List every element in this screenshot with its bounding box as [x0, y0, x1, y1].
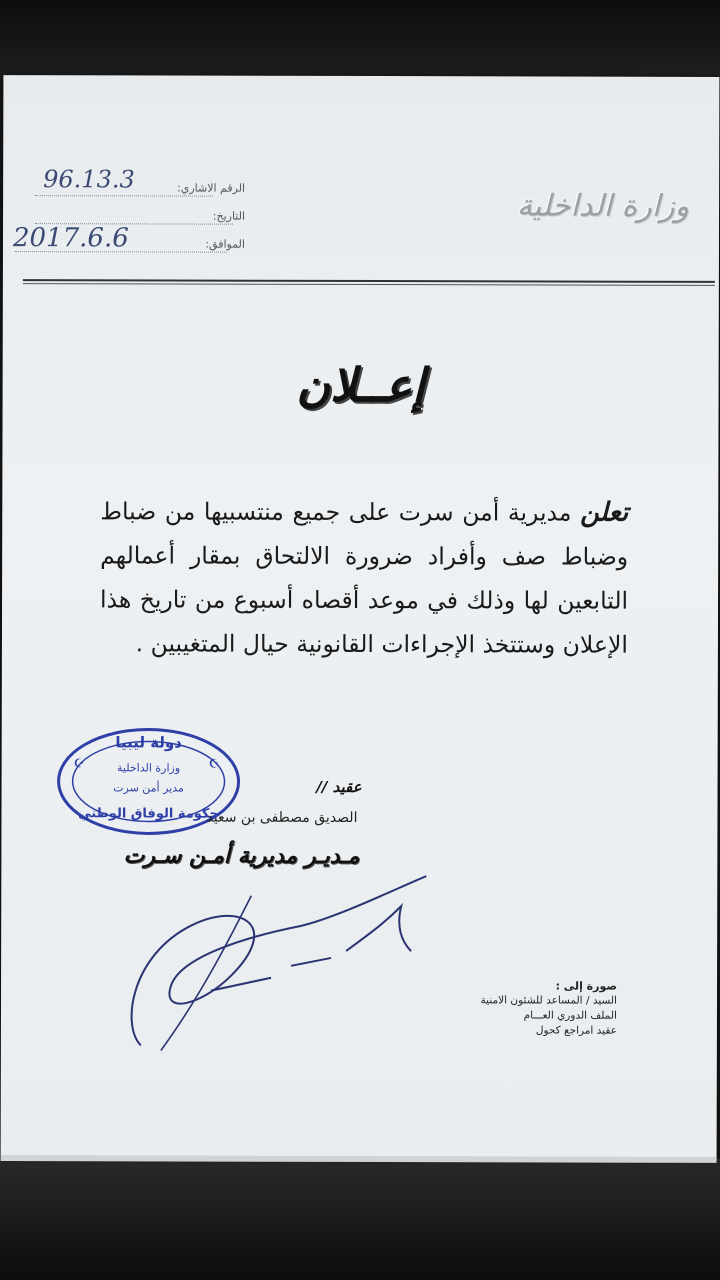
announcement-title: إعــلان [296, 357, 425, 413]
cc-title: صورة إلى : [555, 979, 618, 993]
ref-number-line [35, 195, 213, 196]
cc-item: السيد / المساعد للشئون الامنية [480, 994, 618, 1007]
ref-number-value: 96.13.3 [43, 165, 135, 194]
date-label: التاريخ: [212, 209, 246, 223]
cc-list [480, 978, 617, 1038]
header-rule [23, 279, 715, 283]
equiv-date-value: 2017.6.6 [12, 223, 129, 254]
cc-item: الملف الدوري العـــام [523, 1009, 617, 1022]
header-rule-thin [23, 283, 715, 286]
stamp-crescent-icon: ☪ [73, 756, 85, 771]
stamp-text-country: دولة ليبيا [115, 733, 183, 752]
background-bottom [0, 1158, 720, 1280]
signatory-name: الصديق مصطفى بن سعيد [206, 809, 358, 826]
body-lead-word: تعلن [580, 497, 629, 528]
body-text: مديرية أمن سرت على جميع منتسبيها من ضباط وضباط صف وأفراد ضرورة الالتحاق بمقار أعمالهم التابعين لها وذلك في موعد أقصاه أسبوع من تاريخ هذا الإعلان وستتخذ الإجراءات القانونية حيال المتغيبين . [100, 497, 629, 659]
signatory-rank: عقيد // [316, 777, 362, 797]
ministry-logo: وزارة الداخلية [516, 188, 690, 224]
ref-number-label: الرقم الاشاري: [177, 181, 246, 195]
stamp-text-office: مدير أمن سرت [113, 781, 184, 795]
stamp-text-government: حكومة الوفاق الوطني [78, 806, 219, 822]
cc-item: عقيد امراجع كحول [535, 1024, 617, 1037]
background-top [0, 0, 720, 80]
equiv-date-label: الموافق: [205, 237, 245, 251]
signatory-role: مـديـر مديرية أمـن سـرت [123, 843, 360, 869]
document-page [1, 75, 720, 1161]
stamp-crescent-icon: ☪ [208, 756, 220, 771]
handwritten-signature [101, 865, 441, 1056]
announcement-body [100, 489, 628, 666]
stamp-text-ministry: وزارة الداخلية [117, 761, 181, 775]
